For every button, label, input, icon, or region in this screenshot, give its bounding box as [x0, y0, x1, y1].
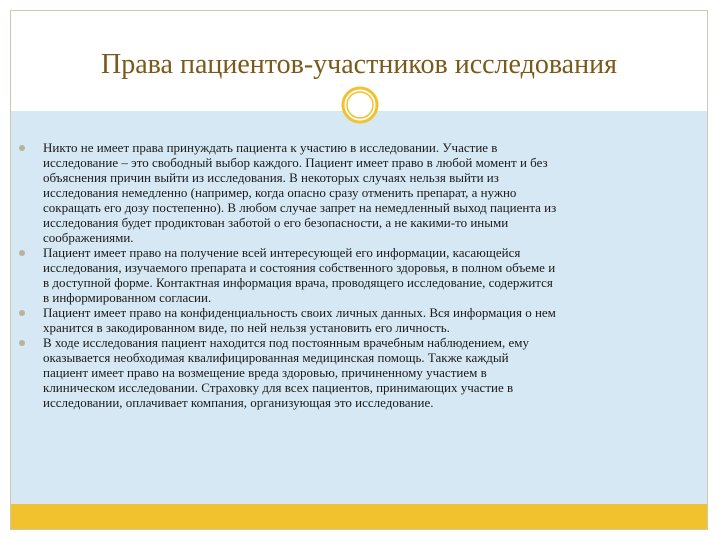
bullet-line: в информированном согласии. [43, 290, 212, 305]
bullet-line: пациент имеет право на возмещение вреда здоровью, причиненному участием в [43, 365, 487, 380]
bullet-dot-icon [19, 340, 25, 346]
bullet-item [43, 140, 683, 245]
bullet-dot-icon [19, 250, 25, 256]
bullet-line: Пациент имеет право на конфиденциальность своих личных данных. Вся информация о нем [43, 305, 556, 320]
bullet-line: сокращать его дозу постепенно). В любом случае запрет на немедленный выход пациента из [43, 200, 557, 215]
bullet-line: хранится в закодированном виде, по ней нельзя установить его личность. [43, 320, 450, 335]
bullet-item [43, 335, 683, 410]
bullet-dot-icon [19, 310, 25, 316]
footer-bar [11, 504, 707, 529]
bullet-item [43, 245, 683, 305]
bullet-line: объяснения причин выйти из исследования. В некоторых случаях нельзя выйти из [43, 170, 499, 185]
bullet-line: в доступной форме. Контактная информация врача, проводящего исследование, содержится [43, 275, 553, 290]
bullet-line: оказывается необходимая квалифицированная медицинская помощь. Также каждый [43, 350, 509, 365]
slide-title: Права пациентов-участников исследования [101, 49, 617, 80]
bullet-dot-icon [19, 145, 25, 151]
bullet-line: клиническом исследовании. Страховку для всех пациентов, принимающих участие в [43, 380, 514, 395]
bullet-line: исследования будет продиктован заботой о его безопасности, а не какими-то иными [43, 215, 509, 230]
ornament-ring-icon [339, 84, 381, 126]
bullet-line: исследование – это свободный выбор каждого. Пациент имеет право в любой момент и без [43, 155, 548, 170]
bullet-line: исследования, изучаемого препарата и состояния собственного здоровья, в полном объеме и [43, 260, 556, 275]
bullet-list [43, 140, 683, 410]
bullet-item [43, 305, 683, 335]
bullet-line: соображениями. [43, 230, 134, 245]
bullet-line: В ходе исследования пациент находится под постоянным врачебным наблюдением, ему [43, 335, 530, 350]
bullet-line: исследования немедленно (например, когда опасно сразу отменить препарат, а нужно [43, 185, 517, 200]
bullet-line: исследовании, оплачивает компания, организующая это исследование. [43, 395, 434, 410]
bullet-line: Пациент имеет право на получение всей интересующей его информации, касающейся [43, 245, 521, 260]
bullet-line: Никто не имеет права принуждать пациента к участию в исследовании. Участие в [43, 140, 498, 155]
